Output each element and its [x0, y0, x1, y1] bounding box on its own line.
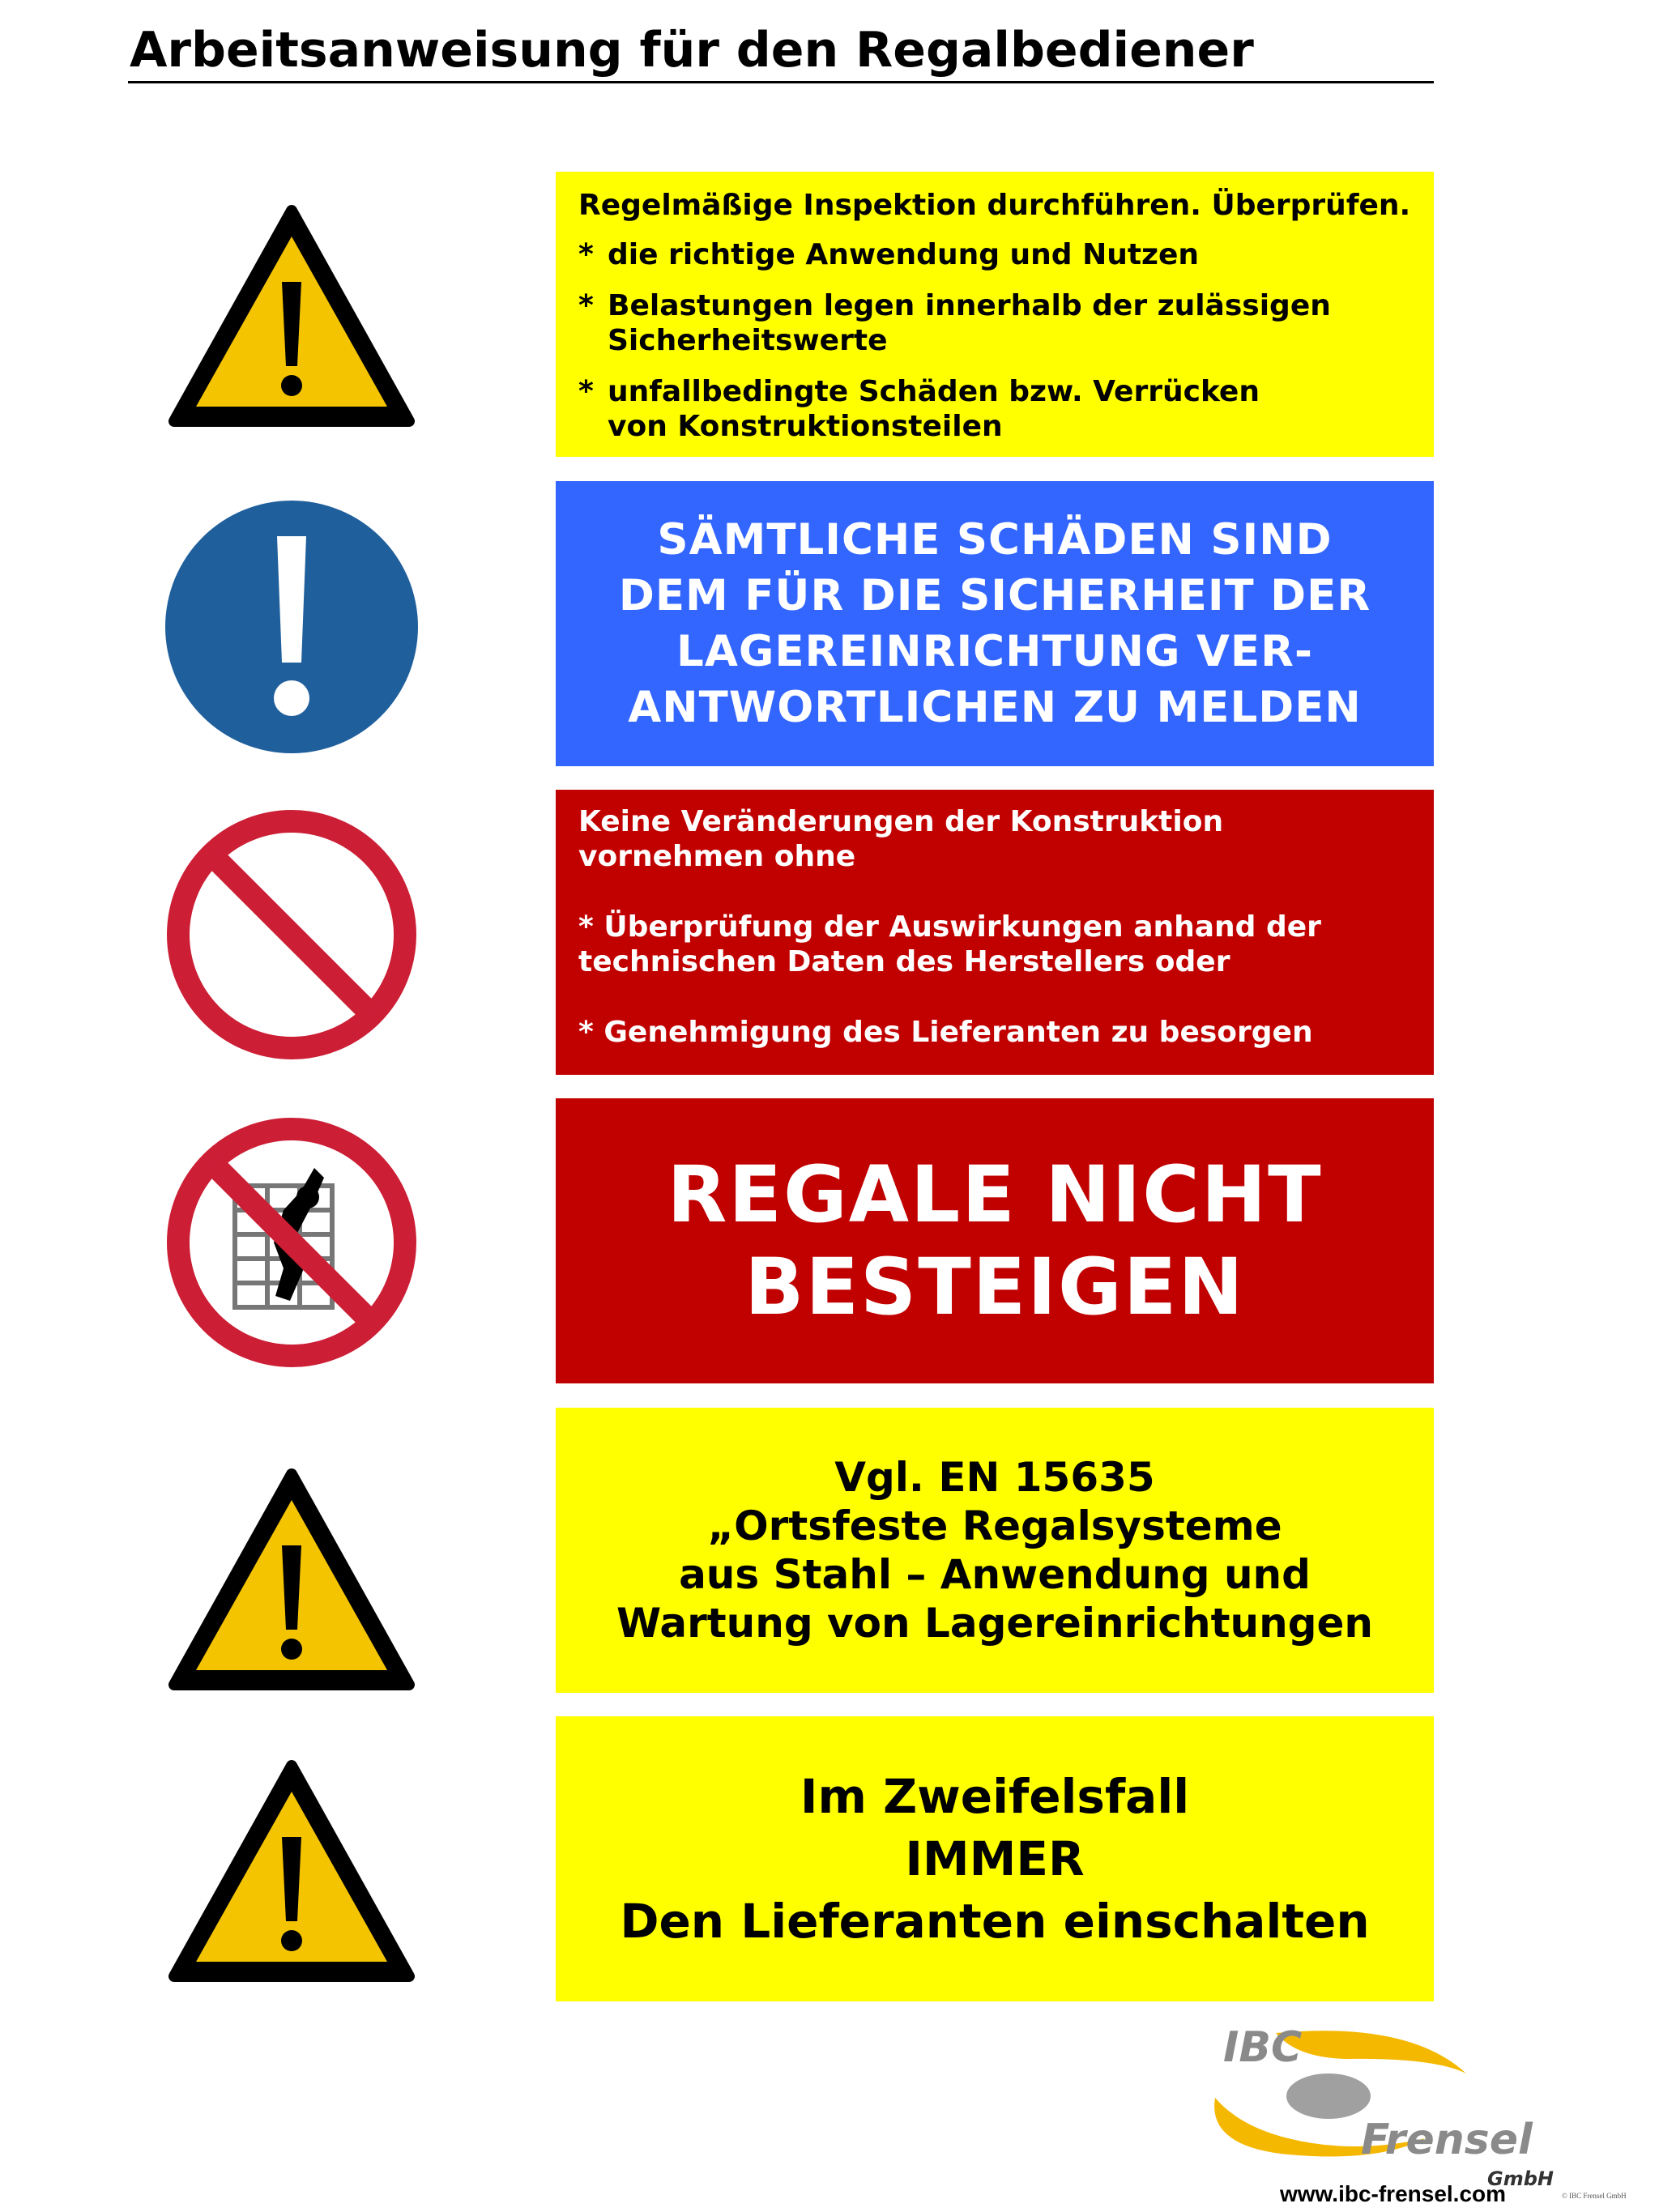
report-line: DEM FÜR DIE SICHERHEIT DER: [618, 571, 1371, 620]
warning-triangle-icon: [162, 186, 421, 445]
prohibition-icon: [162, 805, 421, 1064]
no-climbing-line: REGALE NICHT: [667, 1149, 1323, 1240]
no-climbing-line: BESTEIGEN: [744, 1242, 1245, 1332]
inspection-bullet: [578, 374, 1411, 444]
bullet-text: die richtige Anwendung und Nutzen: [608, 238, 1200, 271]
no-modification-item: * Genehmigung des Lieferanten zu besorgen: [578, 1016, 1313, 1049]
bullet-star: *: [578, 238, 594, 271]
bullet-star: *: [578, 289, 594, 322]
norm-line: aus Stahl – Anwendung und: [679, 1551, 1311, 1598]
copyright-note: © IBC Frensel GmbH: [1562, 2192, 1627, 2200]
logo-frensel: Frensel: [1361, 2116, 1533, 2164]
doubt-line: Im Zweifelsfall: [800, 1768, 1190, 1824]
bullet-star: *: [578, 375, 594, 408]
no-modification-intro: Keine Veränderungen der Konstruktion vornehmen ohne: [578, 805, 1224, 873]
report-damage-panel: [556, 481, 1434, 766]
logo-gmbh: GmbH: [1487, 2167, 1554, 2190]
report-line: SÄMTLICHE SCHÄDEN SIND: [657, 515, 1333, 565]
contact-supplier-panel: [556, 1716, 1434, 2001]
no-climbing-panel: [556, 1098, 1434, 1383]
inspection-bullet: [578, 237, 1411, 272]
norm-line: Wartung von Lagereinrichtungen: [616, 1600, 1374, 1647]
bullet-text: Belastungen legen innerhalb der zulässigen Sicherheitswerte: [608, 289, 1331, 357]
norm-reference-panel: [556, 1408, 1434, 1693]
norm-line: Vgl. EN 15635: [834, 1454, 1155, 1501]
report-line: ANTWORTLICHEN ZU MELDEN: [628, 683, 1362, 732]
no-modification-panel: [556, 790, 1434, 1075]
mandatory-exclamation-icon: [162, 497, 421, 757]
doubt-line: Den Lieferanten einschalten: [620, 1893, 1370, 1949]
inspection-panel: [556, 172, 1434, 457]
logo-ibc: IBC: [1223, 2023, 1303, 2072]
bullet-text: unfallbedingte Schäden bzw. Verrücken von Konstruktionsteilen: [608, 375, 1260, 443]
inspection-heading: Regelmäßige Inspektion durchführen. Überprüfen.: [578, 189, 1411, 222]
warning-triangle-icon: [162, 1450, 421, 1709]
title-underline: [128, 81, 1434, 83]
norm-line: „Ortsfeste Regalsysteme: [707, 1502, 1282, 1549]
no-modification-item: * Überprüfung der Auswirkungen anhand der technischen Daten des Herstellers oder: [578, 910, 1321, 978]
warning-triangle-icon: [162, 1741, 421, 2001]
website-url: www.ibc-frensel.com: [1280, 2181, 1507, 2206]
inspection-bullet: [578, 288, 1411, 358]
report-line: LAGEREINRICHTUNG VER-: [676, 627, 1313, 676]
no-climbing-icon: [162, 1113, 421, 1372]
page-title: Arbeitsanweisung für den Regalbediener: [130, 22, 1254, 79]
doubt-line: IMMER: [905, 1831, 1085, 1886]
